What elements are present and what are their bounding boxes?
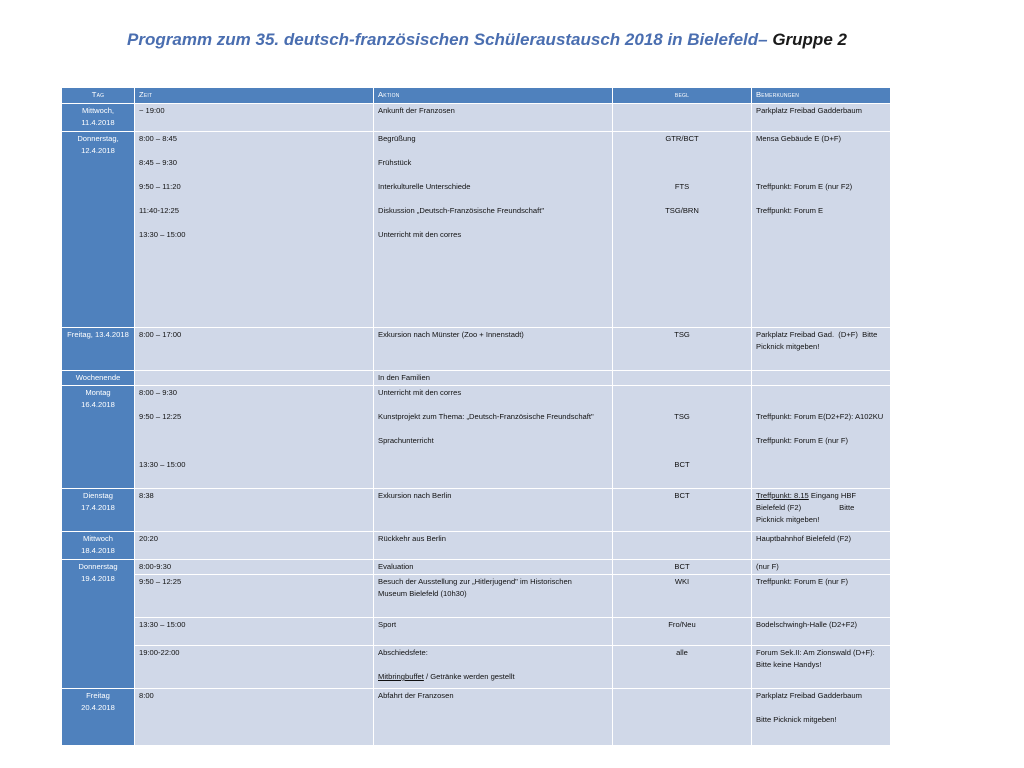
bem-line	[756, 387, 886, 399]
table-row	[62, 560, 891, 575]
zeit-line: 9:50 – 11:20	[139, 182, 181, 191]
bem-line: Parkplatz Freibad Gad. (D+F) Bitte	[756, 330, 878, 339]
bem-cell: Bodelschwingh-Halle (D2+F2)	[752, 618, 891, 646]
day-cell	[62, 689, 135, 746]
bem-line	[756, 399, 886, 411]
aktion-line: Begrüßung	[378, 134, 416, 143]
zeit-cell: 8:38	[135, 489, 374, 532]
bem-text: Eingang HBF	[808, 491, 857, 500]
zeit-cell	[135, 386, 374, 489]
header-bemerkungen: Bemerkungen	[752, 88, 891, 104]
bem-line	[756, 702, 886, 714]
day-name: Freitag, 13.4.2018	[67, 330, 129, 339]
bem-cell	[752, 689, 891, 746]
title-group: Gruppe 2	[772, 30, 847, 49]
day-cell	[62, 132, 135, 328]
begl-line	[617, 145, 747, 157]
begl-cell	[613, 689, 752, 746]
day-date: 20.4.2018	[81, 703, 115, 712]
aktion-line: Abschiedsfete:	[378, 648, 428, 657]
begl-line: GTR/BCT	[665, 134, 699, 143]
bem-line: Treffpunkt: Forum E (nur F)	[756, 436, 848, 445]
begl-line: TSG/BRN	[665, 206, 699, 215]
aktion-cell: Evaluation	[374, 560, 613, 575]
table-row	[62, 132, 891, 328]
zeit-cell: 9:50 – 12:25	[135, 575, 374, 618]
program-table	[61, 87, 891, 746]
day-name: Mittwoch	[83, 534, 113, 543]
begl-line	[617, 447, 747, 459]
zeit-cell: 19:00-22:00	[135, 646, 374, 689]
day-cell	[62, 104, 135, 132]
zeit-line	[139, 399, 369, 411]
bem-line: Treffpunkt: Forum E	[756, 206, 824, 215]
bem-text: Bitte	[839, 503, 855, 512]
aktion-line	[378, 399, 608, 411]
zeit-line	[139, 423, 369, 435]
bem-cell: Parkplatz Freibad Gadderbaum	[752, 104, 891, 132]
day-cell	[62, 560, 135, 689]
begl-cell	[613, 532, 752, 560]
bem-line: Picknick mitgeben!	[756, 342, 820, 351]
day-date: 18.4.2018	[81, 546, 115, 555]
day-cell	[62, 386, 135, 489]
begl-line	[617, 423, 747, 435]
bem-text: Bielefeld (F2)	[756, 503, 802, 512]
day-cell	[62, 328, 135, 371]
day-date: 19.4.2018	[81, 574, 115, 583]
aktion-cell: Abfahrt der Franzosen	[374, 689, 613, 746]
bem-line	[756, 423, 886, 435]
page-title	[0, 30, 974, 50]
zeit-cell: ~ 19:00	[135, 104, 374, 132]
table-row	[62, 104, 891, 132]
aktion-line: Kunstprojekt zum Thema: „Deutsch-Französische Freundschaft"	[378, 412, 594, 421]
bem-line: Forum Sek.II: Am Zionswald (D+F):	[756, 648, 875, 657]
aktion-line: Unterricht mit den corres	[378, 388, 462, 397]
bem-cell	[752, 328, 891, 371]
begl-cell	[613, 386, 752, 489]
table-row	[62, 532, 891, 560]
zeit-line: 9:50 – 12:25	[139, 412, 182, 421]
zeit-cell: 8:00	[135, 689, 374, 746]
begl-line	[617, 399, 747, 411]
begl-line: BCT	[674, 460, 690, 469]
aktion-cell	[374, 132, 613, 328]
day-cell	[62, 371, 135, 386]
begl-cell	[613, 104, 752, 132]
aktion-line: Interkulturelle Unterschiede	[378, 182, 471, 191]
table-row	[62, 646, 891, 689]
bem-line	[756, 145, 886, 157]
bem-line	[756, 502, 886, 514]
day-name: Wochenende	[75, 373, 121, 382]
aktion-line: Sprachunterricht	[378, 436, 434, 445]
begl-line	[617, 435, 747, 447]
aktion-cell: Rückkehr aus Berlin	[374, 532, 613, 560]
begl-cell: TSG	[613, 328, 752, 371]
bem-cell	[752, 371, 891, 386]
table-row	[62, 575, 891, 618]
bem-line	[756, 169, 886, 181]
zeit-cell: 20:20	[135, 532, 374, 560]
bem-line: Treffpunkt: Forum E (nur F2)	[756, 182, 853, 191]
aktion-line	[378, 217, 608, 229]
aktion-line	[378, 659, 608, 671]
day-date: 12.4.2018	[81, 146, 115, 155]
begl-cell	[613, 371, 752, 386]
aktion-cell	[374, 386, 613, 489]
table-row	[62, 618, 891, 646]
aktion-line: Diskussion „Deutsch-Französische Freundschaft"	[378, 206, 545, 215]
aktion-line	[378, 423, 608, 435]
day-name: Dienstag	[83, 491, 113, 500]
aktion-line	[378, 671, 608, 683]
bem-line: Parkplatz Freibad Gadderbaum	[756, 691, 862, 700]
header-tag: Tag	[62, 88, 135, 104]
aktion-line: Unterricht mit den corres	[378, 230, 462, 239]
begl-cell: BCT	[613, 489, 752, 532]
day-cell	[62, 489, 135, 532]
begl-line	[617, 157, 747, 169]
zeit-cell: 8:00 – 17:00	[135, 328, 374, 371]
begl-line	[617, 193, 747, 205]
meeting-point-underlined: Treffpunkt: 8.15	[756, 491, 809, 500]
table-row	[62, 689, 891, 746]
table-row	[62, 386, 891, 489]
header-zeit: Zeit	[135, 88, 374, 104]
bem-line	[756, 490, 886, 502]
aktion-cell: Sport	[374, 618, 613, 646]
aktion-cell: Ankunft der Franzosen	[374, 104, 613, 132]
day-date: 11.4.2018	[81, 118, 115, 127]
zeit-line: 8:45 – 9:30	[139, 158, 178, 167]
aktion-line	[378, 145, 608, 157]
table-row	[62, 328, 891, 371]
header-aktion: Aktion	[374, 88, 613, 104]
table-row	[62, 489, 891, 532]
bem-line: Mensa Gebäude E (D+F)	[756, 134, 842, 143]
begl-line	[617, 169, 747, 181]
bem-cell	[752, 386, 891, 489]
bem-cell	[752, 646, 891, 689]
bem-cell	[752, 132, 891, 328]
zeit-line	[139, 447, 369, 459]
aktion-cell	[374, 575, 613, 618]
begl-cell: Fro/Neu	[613, 618, 752, 646]
bem-line	[756, 193, 886, 205]
zeit-line: 8:00 – 9:30	[139, 388, 178, 397]
aktion-line: Museum Bielefeld (10h30)	[378, 589, 467, 598]
zeit-line	[139, 435, 369, 447]
bem-cell	[752, 489, 891, 532]
zeit-line	[139, 193, 369, 205]
aktion-cell: Exkursion nach Münster (Zoo + Innenstadt)	[374, 328, 613, 371]
zeit-cell	[135, 132, 374, 328]
header-row	[62, 88, 891, 104]
bem-line: Bitte Picknick mitgeben!	[756, 715, 837, 724]
zeit-line	[139, 145, 369, 157]
day-name: Montag	[85, 388, 111, 397]
bem-cell: Hauptbahnhof Bielefeld (F2)	[752, 532, 891, 560]
aktion-line: Besuch der Ausstellung zur „Hitlerjugend" im Historischen	[378, 577, 572, 586]
day-name: Mittwoch,	[81, 106, 115, 115]
zeit-line: 8:00 – 8:45	[139, 134, 178, 143]
aktion-cell	[374, 646, 613, 689]
bem-cell: (nur F)	[752, 560, 891, 575]
aktion-line: Frühstück	[378, 158, 412, 167]
bem-line: Picknick mitgeben!	[756, 515, 820, 524]
begl-cell: BCT	[613, 560, 752, 575]
buffet-underlined: Mitbringbuffet	[378, 672, 424, 681]
aktion-cell: Exkursion nach Berlin	[374, 489, 613, 532]
aktion-line	[378, 193, 608, 205]
day-date: 17.4.2018	[81, 503, 115, 512]
begl-cell: alle	[613, 646, 752, 689]
day-name: Donnerstag,	[77, 134, 119, 143]
zeit-cell	[135, 371, 374, 386]
zeit-cell: 13:30 – 15:00	[135, 618, 374, 646]
table-row	[62, 371, 891, 386]
aktion-line	[378, 169, 608, 181]
day-name: Freitag	[86, 691, 110, 700]
zeit-cell: 8:00-9:30	[135, 560, 374, 575]
begl-line: FTS	[674, 182, 690, 191]
aktion-text: / Getränke werden gestellt	[423, 672, 515, 681]
begl-cell	[613, 132, 752, 328]
zeit-line: 11:40-12:25	[139, 206, 179, 215]
bem-line	[756, 157, 886, 169]
zeit-line	[139, 217, 369, 229]
begl-line: TSG	[674, 412, 690, 421]
zeit-line: 13:30 – 15:00	[139, 460, 186, 469]
title-main: Programm zum 35. deutsch-französischen Schüleraustausch 2018 in Bielefeld–	[127, 30, 768, 49]
begl-cell: WKI	[613, 575, 752, 618]
day-name: Donnerstag	[78, 562, 118, 571]
zeit-line	[139, 169, 369, 181]
aktion-cell: In den Familien	[374, 371, 613, 386]
bem-line: Treffpunkt: Forum E(D2+F2): A102KU	[756, 412, 884, 421]
zeit-line: 13:30 – 15:00	[139, 230, 186, 239]
header-begl: begl	[613, 88, 752, 104]
begl-line	[617, 387, 747, 399]
day-date: 16.4.2018	[81, 400, 115, 409]
day-cell	[62, 532, 135, 560]
bem-cell: Treffpunkt: Forum E (nur F)	[752, 575, 891, 618]
bem-line: Bitte keine Handys!	[756, 660, 822, 669]
